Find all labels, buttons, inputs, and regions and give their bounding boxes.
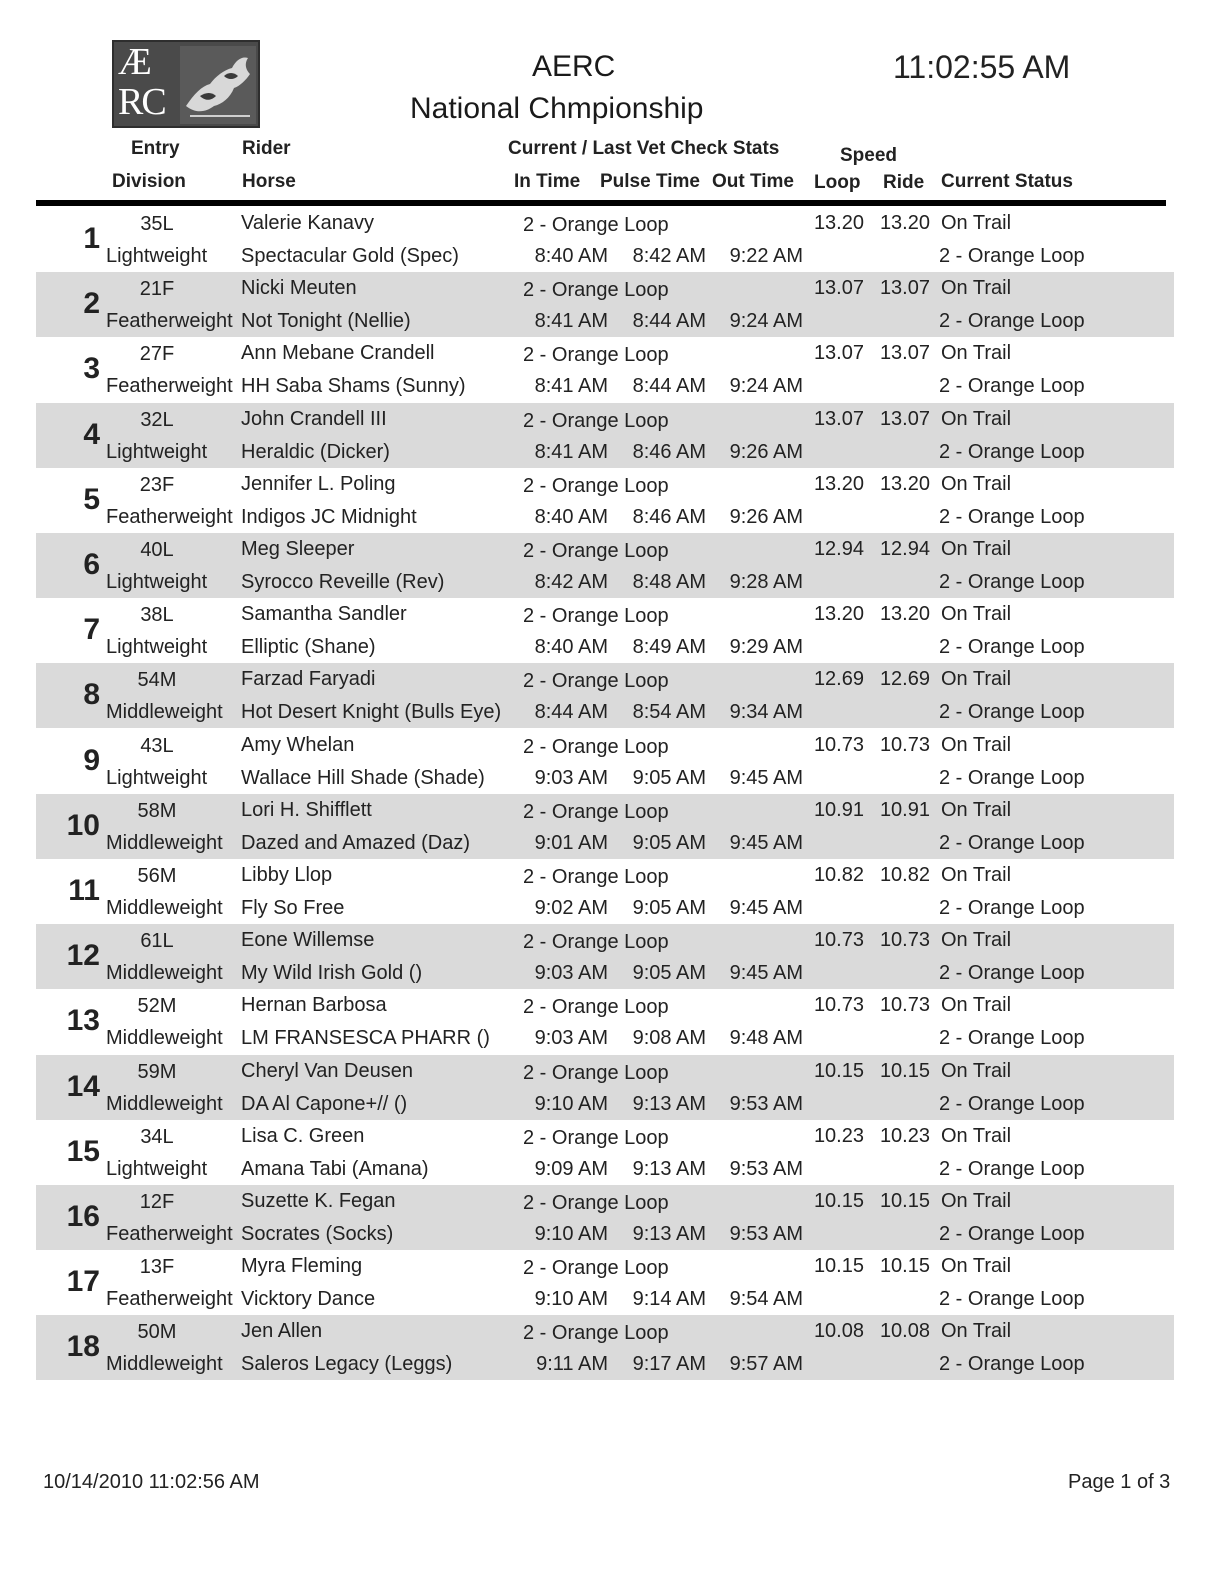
page-title: AERC (532, 50, 616, 83)
entry-number: 54M (137, 669, 177, 692)
pulse-time: 9:14 AM (632, 1288, 706, 1311)
horse-name: Dazed and Amazed (Daz) (241, 831, 471, 854)
out-time: 9:53 AM (729, 1223, 803, 1245)
col-speed: Speed (840, 145, 898, 166)
vet-loop: 2 - Orange Loop (523, 1192, 669, 1214)
logo-lettering: Æ RC (118, 41, 165, 123)
rider-name: Lisa C. Green (241, 1124, 365, 1147)
out-time: 9:26 AM (729, 505, 803, 528)
in-time: 9:03 AM (534, 962, 608, 985)
vet-loop: 2 - Orange Loop (523, 1257, 669, 1280)
out-time: 9:45 AM (729, 962, 803, 985)
pulse-time: 9:05 AM (632, 766, 706, 789)
division: Featherweight (106, 310, 233, 333)
table-row (36, 1250, 1174, 1315)
rider-name: John Crandell III (241, 407, 387, 430)
col-ride: Ride (883, 172, 925, 193)
table-row (36, 859, 1174, 924)
speed-loop: 13.20 (813, 472, 864, 495)
printed-timestamp: 10/14/2010 11:02:56 AM (43, 1471, 260, 1493)
pulse-time: 8:49 AM (632, 636, 706, 659)
division: Lightweight (106, 245, 208, 267)
rider-name: Valerie Kanavy (241, 212, 375, 234)
speed-loop: 13.20 (813, 212, 864, 234)
speed-loop: 10.73 (813, 929, 864, 952)
speed-loop: 13.07 (813, 407, 864, 430)
status-loop: 2 - Orange Loop (939, 310, 1085, 333)
col-out-time: Out Time (712, 171, 794, 192)
rider-name: Suzette K. Fegan (241, 1190, 396, 1212)
status-loop: 2 - Orange Loop (939, 440, 1085, 463)
header-divider (36, 200, 1166, 206)
horse-name: Indigos JC Midnight (241, 505, 417, 528)
division: Middleweight (106, 1092, 223, 1115)
speed-ride: 13.20 (879, 212, 930, 234)
rider-name: Eone Willemse (241, 929, 375, 952)
speed-loop: 10.82 (813, 864, 864, 886)
page-number: Page 1 of 3 (1068, 1471, 1171, 1493)
status-loop: 2 - Orange Loop (939, 1223, 1085, 1245)
current-status: On Trail (941, 733, 1012, 756)
vet-loop: 2 - Orange Loop (523, 735, 669, 758)
pulse-time: 9:05 AM (632, 831, 706, 854)
place-number: 2 (83, 287, 100, 321)
status-loop: 2 - Orange Loop (939, 375, 1085, 398)
current-status: On Trail (941, 1190, 1012, 1212)
out-time: 9:45 AM (729, 831, 803, 854)
entry-number: 52M (137, 995, 177, 1018)
out-time: 9:24 AM (729, 310, 803, 333)
current-status: On Trail (941, 1059, 1012, 1082)
division: Lightweight (106, 1157, 208, 1180)
speed-ride: 13.20 (879, 603, 930, 626)
status-loop: 2 - Orange Loop (939, 831, 1085, 854)
status-loop: 2 - Orange Loop (939, 701, 1085, 724)
place-number: 18 (66, 1330, 100, 1364)
entry-number: 50M (137, 1321, 177, 1344)
table-row (36, 533, 1174, 598)
table-row (36, 989, 1174, 1054)
speed-loop: 10.08 (813, 1320, 864, 1343)
entry-number: 21F (139, 278, 175, 301)
in-time: 8:44 AM (534, 701, 608, 724)
in-time: 9:10 AM (534, 1223, 608, 1245)
table-row (36, 1120, 1174, 1185)
current-status: On Trail (941, 929, 1012, 952)
vet-loop: 2 - Orange Loop (523, 605, 669, 628)
speed-ride: 10.73 (879, 733, 930, 756)
current-status: On Trail (941, 994, 1012, 1017)
horse-name: Elliptic (Shane) (241, 636, 376, 659)
division: Middleweight (106, 1027, 223, 1050)
horse-name: Amana Tabi (Amana) (241, 1157, 429, 1180)
place-number: 14 (66, 1069, 100, 1103)
status-loop: 2 - Orange Loop (939, 766, 1085, 789)
current-status: On Trail (941, 1320, 1012, 1343)
col-division: Division (112, 171, 186, 192)
place-number: 16 (66, 1200, 100, 1233)
current-status: On Trail (941, 1124, 1012, 1147)
pulse-time: 9:05 AM (632, 897, 706, 919)
col-entry: Entry (131, 138, 180, 159)
entry-number: 56M (137, 865, 177, 887)
speed-loop: 10.73 (813, 733, 864, 756)
current-status: On Trail (941, 342, 1012, 365)
speed-loop: 10.15 (813, 1255, 864, 1278)
horse-name: Socrates (Socks) (241, 1223, 394, 1245)
horse-name: My Wild Irish Gold () (241, 962, 423, 985)
table-row (36, 403, 1174, 468)
out-time: 9:45 AM (729, 897, 803, 919)
table-row (36, 598, 1174, 663)
entry-number: 27F (139, 343, 175, 366)
entry-number: 61L (140, 930, 174, 953)
entry-number: 13F (139, 1256, 175, 1279)
col-pulse-time: Pulse Time (600, 171, 700, 192)
current-status: On Trail (941, 668, 1012, 691)
division: Middleweight (106, 831, 223, 854)
rider-name: Lori H. Shifflett (241, 798, 372, 821)
horse-name: Not Tonight (Nellie) (241, 310, 411, 333)
table-row (36, 729, 1174, 794)
out-time: 9:22 AM (729, 245, 803, 267)
horse-name: Wallace Hill Shade (Shade) (241, 766, 485, 789)
table-row (36, 337, 1174, 402)
horse-name: Vicktory Dance (241, 1288, 376, 1311)
out-time: 9:28 AM (729, 571, 803, 593)
rider-name: Farzad Faryadi (241, 668, 376, 691)
place-number: 11 (68, 874, 100, 907)
entry-number: 43L (140, 734, 174, 757)
aerc-logo (112, 40, 260, 128)
in-time: 8:40 AM (534, 636, 608, 659)
speed-loop: 13.07 (813, 342, 864, 365)
division: Lightweight (106, 571, 208, 593)
col-vet-stats: Current / Last Vet Check Stats (508, 138, 780, 159)
table-row (36, 1315, 1174, 1380)
pulse-time: 8:46 AM (632, 440, 706, 463)
speed-loop: 10.73 (813, 994, 864, 1017)
current-status: On Trail (941, 472, 1012, 495)
status-loop: 2 - Orange Loop (939, 1353, 1085, 1376)
entry-number: 59M (137, 1060, 177, 1083)
in-time: 9:01 AM (534, 831, 608, 854)
in-time: 8:40 AM (534, 245, 608, 267)
rider-name: Jen Allen (241, 1320, 323, 1343)
in-time: 8:41 AM (534, 375, 608, 398)
horse-name: Saleros Legacy (Leggs) (241, 1353, 453, 1376)
vet-loop: 2 - Orange Loop (523, 931, 669, 954)
place-number: 5 (83, 482, 100, 516)
report-time: 11:02:55 AM (893, 49, 1071, 85)
pulse-time: 9:13 AM (632, 1092, 706, 1115)
vet-loop: 2 - Orange Loop (523, 1061, 669, 1084)
pulse-time: 9:13 AM (632, 1223, 706, 1245)
in-time: 8:42 AM (534, 571, 608, 593)
vet-loop: 2 - Orange Loop (523, 540, 669, 562)
horse-name: LM FRANSESCA PHARR () (241, 1027, 490, 1050)
horse-name: Hot Desert Knight (Bulls Eye) (241, 701, 502, 724)
speed-ride: 12.94 (879, 538, 930, 560)
division: Middleweight (106, 701, 223, 724)
table-row (36, 794, 1174, 859)
pulse-time: 9:17 AM (632, 1353, 706, 1376)
place-number: 7 (83, 613, 100, 647)
status-loop: 2 - Orange Loop (939, 962, 1085, 985)
vet-loop: 2 - Orange Loop (523, 996, 669, 1019)
speed-ride: 10.08 (879, 1320, 930, 1343)
status-loop: 2 - Orange Loop (939, 636, 1085, 659)
place-number: 4 (83, 417, 100, 451)
entry-number: 34L (140, 1125, 174, 1148)
speed-ride: 10.91 (879, 798, 930, 821)
speed-loop: 13.07 (813, 277, 864, 300)
vet-loop: 2 - Orange Loop (523, 344, 669, 367)
status-loop: 2 - Orange Loop (939, 1027, 1085, 1050)
rider-name: Hernan Barbosa (241, 994, 387, 1017)
current-status: On Trail (941, 538, 1012, 560)
division: Lightweight (106, 636, 208, 659)
pulse-time: 9:13 AM (632, 1157, 706, 1180)
rider-name: Amy Whelan (241, 733, 355, 756)
speed-loop: 12.69 (813, 668, 864, 691)
place-number: 12 (66, 939, 100, 973)
speed-loop: 12.94 (813, 538, 864, 560)
rider-name: Cheryl Van Deusen (241, 1059, 413, 1082)
speed-ride: 10.23 (879, 1124, 930, 1147)
pulse-time: 8:42 AM (632, 245, 706, 267)
status-loop: 2 - Orange Loop (939, 1288, 1085, 1311)
division: Featherweight (106, 375, 233, 398)
entry-number: 35L (140, 213, 174, 235)
vet-loop: 2 - Orange Loop (523, 866, 669, 888)
horse-name: Spectacular Gold (Spec) (241, 245, 459, 267)
speed-loop: 10.15 (813, 1190, 864, 1212)
in-time: 9:10 AM (534, 1288, 608, 1311)
in-time: 9:10 AM (534, 1092, 608, 1115)
status-loop: 2 - Orange Loop (939, 897, 1085, 919)
in-time: 8:40 AM (534, 505, 608, 528)
entry-number: 58M (137, 799, 177, 822)
in-time: 9:03 AM (534, 1027, 608, 1050)
current-status: On Trail (941, 603, 1012, 626)
pulse-time: 8:48 AM (632, 571, 706, 593)
division: Middleweight (106, 962, 223, 985)
rider-name: Myra Fleming (241, 1255, 363, 1278)
entry-number: 32L (140, 408, 174, 431)
entry-number: 38L (140, 604, 174, 627)
place-number: 6 (83, 548, 100, 581)
out-time: 9:53 AM (729, 1157, 803, 1180)
status-loop: 2 - Orange Loop (939, 505, 1085, 528)
speed-ride: 13.20 (879, 472, 930, 495)
in-time: 8:41 AM (534, 440, 608, 463)
out-time: 9:29 AM (729, 636, 803, 659)
speed-loop: 10.23 (813, 1124, 864, 1147)
out-time: 9:26 AM (729, 440, 803, 463)
in-time: 9:11 AM (536, 1353, 608, 1376)
col-current-status: Current Status (941, 171, 1073, 192)
speed-ride: 13.07 (879, 407, 930, 430)
table-row (36, 924, 1174, 989)
pulse-time: 9:05 AM (632, 962, 706, 985)
rider-name: Samantha Sandler (241, 603, 407, 626)
table-row (36, 1185, 1174, 1250)
current-status: On Trail (941, 798, 1012, 821)
pulse-time: 8:54 AM (632, 701, 706, 724)
out-time: 9:34 AM (729, 701, 803, 724)
horse-name: HH Saba Shams (Sunny) (241, 375, 466, 398)
in-time: 9:09 AM (534, 1157, 608, 1180)
current-status: On Trail (941, 407, 1012, 430)
speed-ride: 10.73 (879, 994, 930, 1017)
speed-ride: 12.69 (879, 668, 930, 691)
pulse-time: 8:44 AM (632, 375, 706, 398)
horse-name: Heraldic (Dicker) (241, 440, 390, 463)
vet-loop: 2 - Orange Loop (523, 1126, 669, 1149)
out-time: 9:45 AM (729, 766, 803, 789)
division: Featherweight (106, 505, 233, 528)
in-time: 8:41 AM (534, 310, 608, 333)
pulse-time: 9:08 AM (632, 1027, 706, 1050)
col-rider: Rider (242, 138, 291, 159)
speed-loop: 13.20 (813, 603, 864, 626)
division: Lightweight (106, 440, 208, 463)
speed-ride: 10.15 (879, 1190, 930, 1212)
table-row (36, 663, 1174, 728)
status-loop: 2 - Orange Loop (939, 245, 1085, 267)
status-loop: 2 - Orange Loop (939, 1157, 1085, 1180)
col-in-time: In Time (514, 171, 581, 192)
horse-rider-emblem-icon (180, 46, 256, 124)
division: Middleweight (106, 897, 223, 919)
rider-name: Meg Sleeper (241, 538, 355, 560)
table-row (36, 272, 1174, 337)
speed-loop: 10.91 (813, 798, 864, 821)
in-time: 9:02 AM (534, 897, 608, 919)
place-number: 10 (66, 808, 100, 842)
current-status: On Trail (941, 1255, 1012, 1278)
place-number: 15 (66, 1134, 100, 1168)
rider-name: Libby Llop (241, 864, 333, 886)
horse-name: DA Al Capone+// () (241, 1092, 408, 1115)
place-number: 17 (66, 1265, 100, 1299)
pulse-time: 8:44 AM (632, 310, 706, 333)
speed-ride: 13.07 (879, 342, 930, 365)
division: Lightweight (106, 766, 208, 789)
horse-name: Syrocco Reveille (Rev) (241, 571, 445, 593)
horse-name: Fly So Free (241, 897, 345, 919)
division: Middleweight (106, 1353, 223, 1376)
speed-ride: 10.15 (879, 1059, 930, 1082)
table-row (36, 1055, 1174, 1120)
speed-ride: 10.73 (879, 929, 930, 952)
page-subtitle: National Chmpionship (410, 92, 704, 125)
entry-number: 40L (140, 539, 174, 561)
place-number: 13 (66, 1004, 100, 1038)
table-row (36, 207, 1174, 272)
division: Featherweight (106, 1288, 233, 1311)
out-time: 9:54 AM (729, 1288, 803, 1311)
entry-number: 12F (139, 1191, 175, 1213)
division: Featherweight (106, 1223, 233, 1245)
current-status: On Trail (941, 864, 1012, 886)
pulse-time: 8:46 AM (632, 505, 706, 528)
vet-loop: 2 - Orange Loop (523, 279, 669, 302)
status-loop: 2 - Orange Loop (939, 571, 1085, 593)
out-time: 9:57 AM (729, 1353, 803, 1376)
rider-name: Ann Mebane Crandell (241, 342, 435, 365)
col-horse: Horse (242, 171, 296, 192)
place-number: 8 (83, 678, 100, 712)
current-status: On Trail (941, 212, 1012, 234)
vet-loop: 2 - Orange Loop (523, 800, 669, 823)
vet-loop: 2 - Orange Loop (523, 1322, 669, 1345)
table-row (36, 468, 1174, 533)
col-loop: Loop (814, 172, 861, 193)
place-number: 9 (83, 743, 100, 777)
vet-loop: 2 - Orange Loop (523, 670, 669, 693)
out-time: 9:53 AM (729, 1092, 803, 1115)
rider-name: Nicki Meuten (241, 277, 357, 300)
entry-number: 23F (139, 473, 175, 496)
speed-ride: 10.15 (879, 1255, 930, 1278)
speed-ride: 13.07 (879, 277, 930, 300)
out-time: 9:48 AM (729, 1027, 803, 1050)
vet-loop: 2 - Orange Loop (523, 474, 669, 497)
in-time: 9:03 AM (534, 766, 608, 789)
place-number: 3 (83, 352, 100, 386)
vet-loop: 2 - Orange Loop (523, 214, 669, 236)
status-loop: 2 - Orange Loop (939, 1092, 1085, 1115)
out-time: 9:24 AM (729, 375, 803, 398)
current-status: On Trail (941, 277, 1012, 300)
vet-loop: 2 - Orange Loop (523, 409, 669, 432)
rider-name: Jennifer L. Poling (241, 472, 396, 495)
speed-ride: 10.82 (879, 864, 930, 886)
place-number: 1 (83, 222, 100, 255)
speed-loop: 10.15 (813, 1059, 864, 1082)
